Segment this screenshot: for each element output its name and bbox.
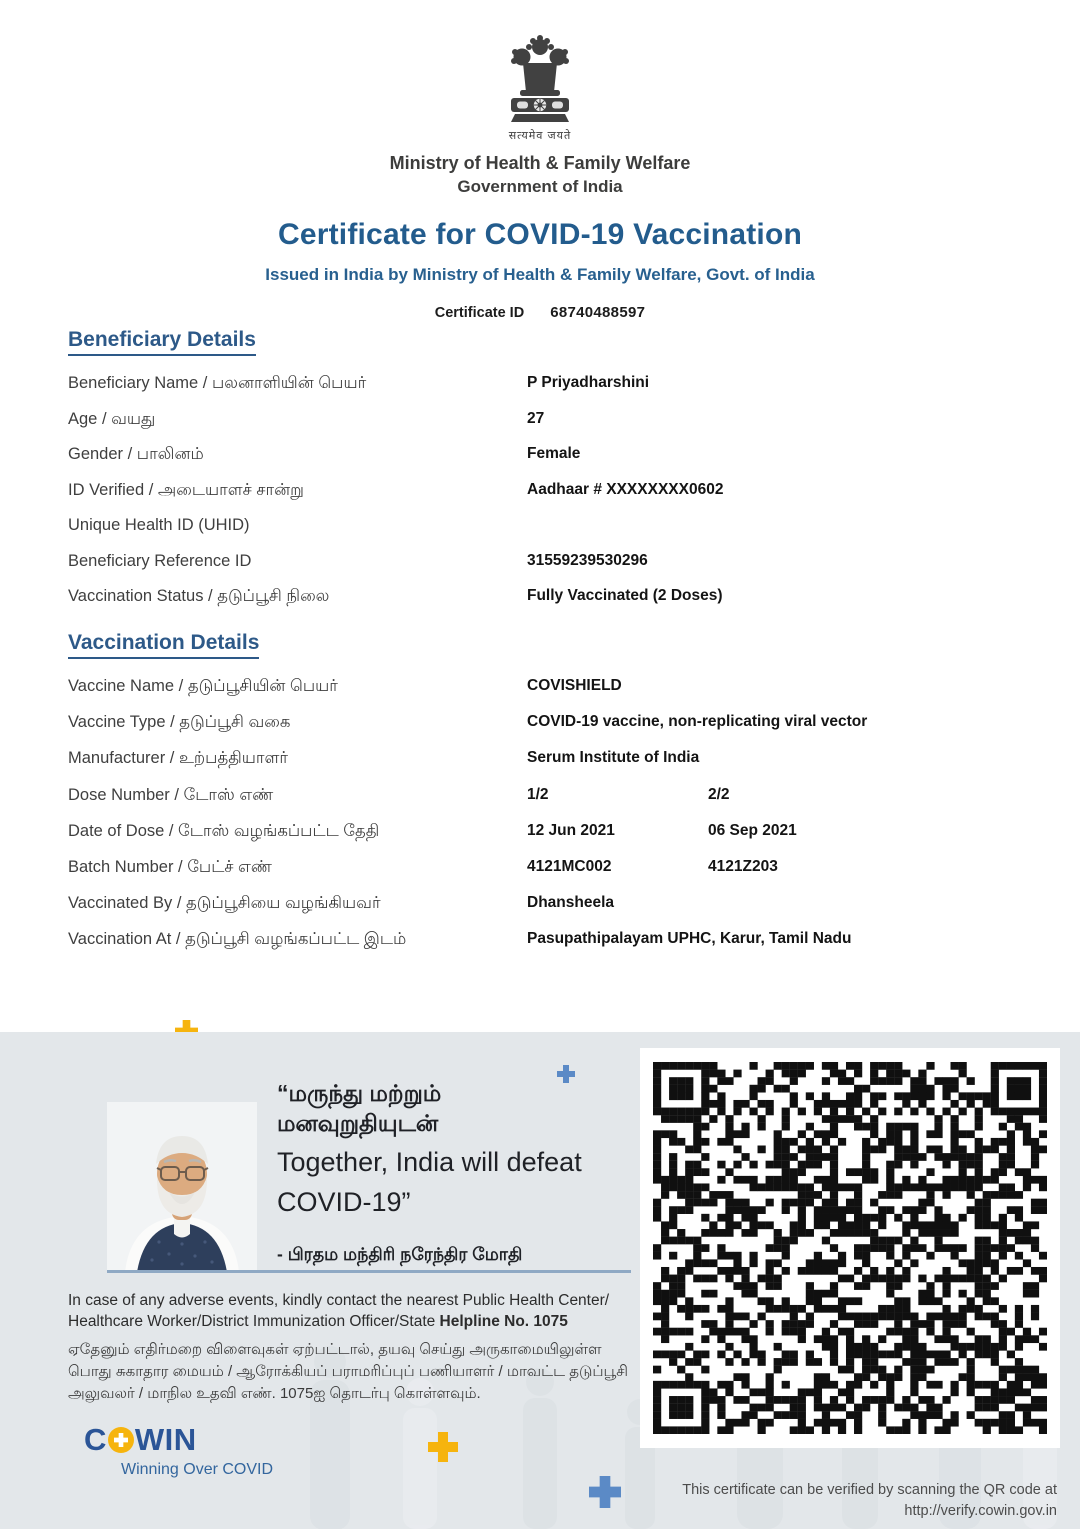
plus-decoration-icon (428, 1432, 458, 1462)
ministry-name: Ministry of Health & Family Welfare (389, 153, 691, 173)
field-value: Fully Vaccinated (2 Doses) (527, 587, 723, 604)
verification-note (682, 1480, 1057, 1522)
certificate-id-label: Certificate ID (434, 305, 525, 321)
quote-tamil-line2: மனவுறுதியுடன் (277, 1110, 439, 1136)
table-row (68, 552, 1030, 588)
verify-url-link[interactable]: http://verify.cowin.gov.in (904, 1503, 1057, 1519)
table-row (68, 374, 1030, 410)
quote-english-line1: Together, India will defeat (277, 1147, 582, 1177)
vaccination-details-section (68, 631, 1030, 967)
field-value-dose1: 1/2 (527, 785, 549, 803)
field-value: Female (527, 445, 581, 462)
table-row (68, 445, 1030, 481)
field-label: Age / வயது (68, 409, 156, 428)
field-value: Serum Institute of India (527, 749, 700, 767)
beneficiary-details-section (68, 328, 1030, 623)
cowin-logo (84, 1422, 273, 1479)
verify-text: This certificate can be verified by scanning the QR code at (682, 1482, 1057, 1498)
adverse-events-notice-tamil: ஏதேனும் எதிர்மறை விளைவுகள் ஏற்பட்டால், தயவு செய்து அருகாமையிலுள்ள பொது சுகாதார மையம் / ஆரோக்கியப் பராமரிப்புப் பணியாளர் / மாவட்ட தடுப்பூசி அலுவலர் / மாநில உதவி எண். 1075ஐ தொடர்பு கொள்ளவும். (68, 1341, 628, 1402)
field-value-dose1: 4121MC002 (527, 857, 612, 875)
vaccination-details-heading: Vaccination Details (68, 631, 259, 659)
plus-decoration-icon (557, 1065, 575, 1083)
table-row (68, 894, 1030, 930)
certificate-header (0, 34, 1080, 322)
pm-quote (277, 1078, 582, 1267)
helpline-number: Helpline No. 1075 (439, 1313, 568, 1330)
field-value: COVID-19 vaccine, non-replicating viral vector (527, 713, 868, 731)
field-label: Beneficiary Reference ID (68, 551, 252, 570)
table-row (68, 822, 1030, 858)
table-row (68, 410, 1030, 446)
certificate-id-row (0, 304, 1080, 322)
field-label: Manufacturer / உற்பத்தியாளர் (68, 749, 288, 768)
table-row (68, 677, 1030, 713)
plus-decoration-icon (589, 1476, 621, 1508)
cowin-logo-win: WIN (134, 1422, 197, 1457)
banner-divider (107, 1270, 631, 1273)
field-value: Aadhaar # XXXXXXXX0602 (527, 480, 724, 498)
quote-english-line2: COVID-19” (277, 1187, 411, 1217)
field-value-dose2: 2/2 (708, 785, 730, 803)
field-label: Unique Health ID (UHID) (68, 516, 250, 534)
qr-code (653, 1062, 1047, 1434)
field-label: Batch Number / பேட்ச் எண் (68, 857, 272, 876)
field-label: Vaccination At / தடுப்பூசி வழங்கப்பட்ட இடம் (68, 930, 407, 949)
government-name: Government of India (457, 177, 623, 196)
certificate-subtitle: Issued in India by Ministry of Health & Family Welfare, Govt. of India (265, 265, 815, 284)
cowin-tagline: Winning Over COVID (121, 1461, 274, 1478)
certificate-title: Certificate for COVID-19 Vaccination (277, 218, 802, 251)
quote-attribution: - பிரதம மந்திரி நரேந்திர மோதி (277, 1244, 523, 1264)
field-label: Vaccination Status / தடுப்பூசி நிலை (68, 587, 330, 605)
beneficiary-details-heading: Beneficiary Details (68, 328, 256, 356)
field-label: Gender / பாலினம் (68, 445, 204, 463)
certificate-id-value: 68740488597 (550, 304, 646, 321)
field-label: Date of Dose / டோஸ் வழங்கப்பட்ட தேதி (68, 821, 380, 840)
field-label: Beneficiary Name / பலனாளியின் பெயர் (68, 374, 367, 392)
field-value-dose1: 12 Jun 2021 (527, 821, 615, 839)
field-label: ID Verified / அடையாளச் சான்று (68, 480, 304, 499)
banner-panel (0, 1032, 1080, 1529)
pm-portrait (107, 1102, 257, 1272)
adverse-line2: Healthcare Worker/District Immunization Officer/State (68, 1313, 440, 1330)
adverse-line1: In case of any adverse events, kindly contact the nearest Public Health Center/ (68, 1292, 610, 1309)
table-row (68, 587, 1030, 623)
field-value: 31559239530296 (527, 551, 648, 569)
field-value: Pasupathipalayam UPHC, Karur, Tamil Nadu (527, 930, 852, 948)
table-row (68, 749, 1030, 785)
field-value: 27 (527, 409, 545, 427)
cowin-logo-c: C (84, 1422, 107, 1457)
field-value-dose2: 4121Z203 (708, 857, 778, 875)
table-row (68, 516, 1030, 552)
field-value: COVISHIELD (527, 677, 622, 694)
table-row (68, 930, 1030, 966)
india-national-emblem-icon (498, 34, 582, 143)
field-label: Vaccine Name / தடுப்பூசியின் பெயர் (68, 677, 338, 695)
emblem-motto: सत्यमेव जयते (508, 130, 572, 142)
field-value-dose2: 06 Sep 2021 (708, 821, 797, 839)
quote-tamil-line1: “மருந்து மற்றும் (277, 1080, 442, 1106)
qr-code-panel (640, 1048, 1060, 1448)
table-row (68, 713, 1030, 749)
table-row (68, 786, 1030, 822)
field-value: P Priyadharshini (527, 374, 650, 391)
field-value: Dhansheela (527, 894, 615, 912)
table-row (68, 858, 1030, 894)
adverse-events-notice-english (68, 1290, 628, 1332)
field-label: Dose Number / டோஸ் எண் (68, 785, 274, 804)
table-row (68, 481, 1030, 517)
cowin-plus-icon (108, 1427, 134, 1453)
field-label: Vaccine Type / தடுப்பூசி வகை (68, 713, 291, 732)
field-label: Vaccinated By / தடுப்பூசியை வழங்கியவர் (68, 894, 381, 913)
